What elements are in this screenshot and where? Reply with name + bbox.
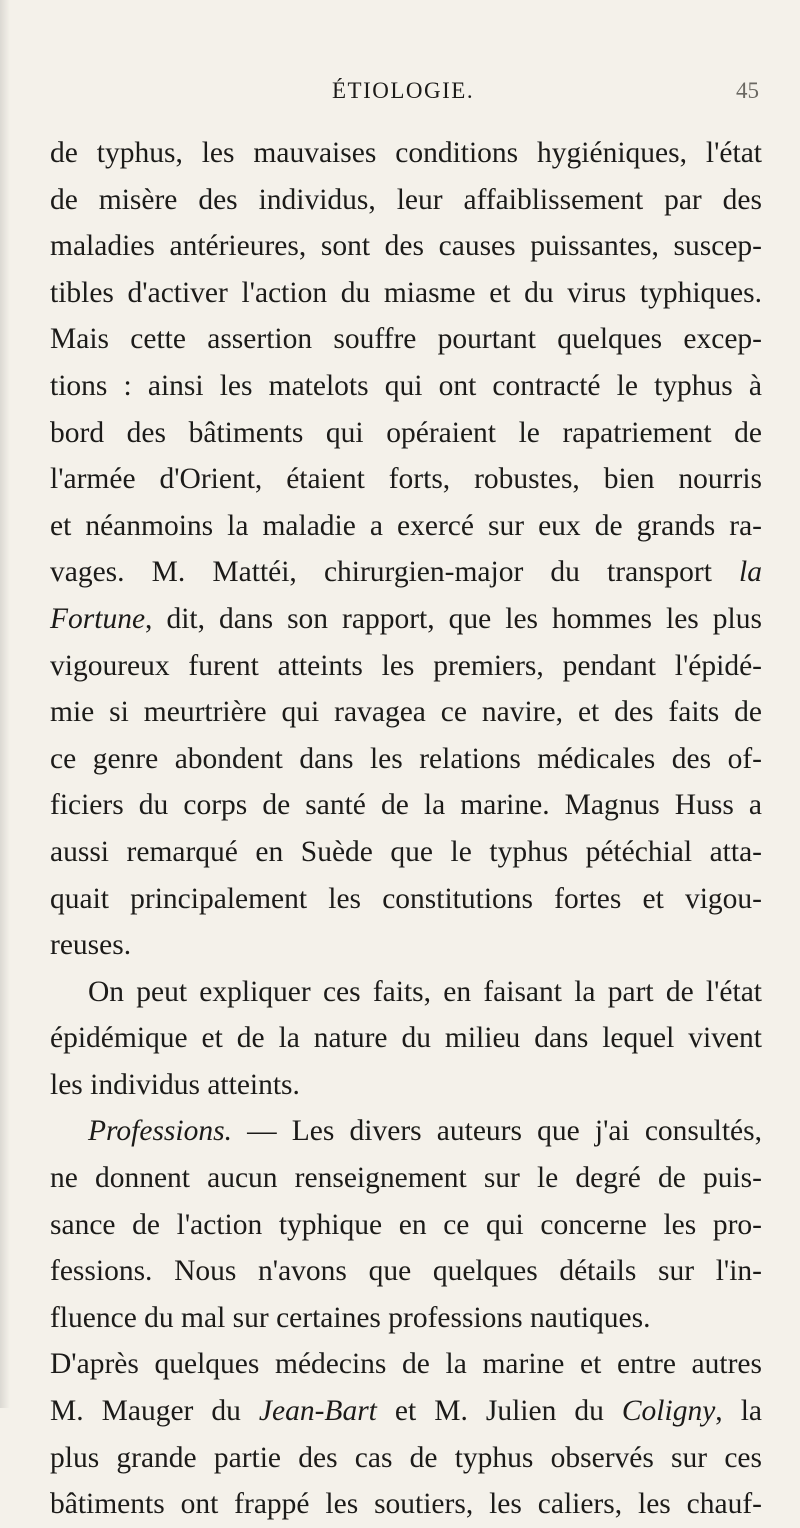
- body-text: [50, 130, 762, 1528]
- text-line: M. Mauger du Jean-Bart et M. Julien du Coligny, la: [50, 1395, 762, 1428]
- text-line: vigoureux furent atteints les premiers, pendant l'épidé-: [50, 649, 762, 682]
- text-line: de typhus, les mauvaises conditions hygiéniques, l'état: [50, 137, 762, 169]
- text-line: épidémique et de la nature du milieu dans lequel vivent: [50, 1022, 762, 1055]
- text-line: mie si meurtrière qui ravagea ce navire, et des faits de: [50, 696, 762, 729]
- running-title: ÉTIOLOGIE.: [332, 78, 475, 103]
- text-line: bord des bâtiments qui opéraient le rapatriement de: [50, 416, 762, 449]
- italic-text: Coligny: [621, 1395, 716, 1428]
- text-line: tibles d'activer l'action du miasme et du virus typhiques.: [50, 276, 762, 309]
- text-line: l'armée d'Orient, étaient forts, robustes, bien nourris: [50, 463, 762, 496]
- text-line: plus grande partie des cas de typhus observés sur ces: [50, 1441, 762, 1474]
- text-line: les individus atteints.: [50, 1068, 300, 1101]
- page-edge-shadow: [0, 0, 10, 1408]
- paragraph-1: [50, 130, 762, 969]
- text-line: sance de l'action typhique en ce qui concerne les pro-: [50, 1208, 762, 1241]
- page-number: 45: [736, 78, 759, 103]
- page-header: [0, 78, 800, 112]
- text-line: Mais cette assertion souffre pourtant quelques excep-: [50, 323, 762, 356]
- text-line: On peut expliquer ces faits, en faisant la part de l'état: [88, 975, 762, 1008]
- text-line: tions : ainsi les matelots qui ont contracté le typhus à: [50, 369, 762, 402]
- text-line: ce genre abondent dans les relations médicales des of-: [50, 742, 762, 775]
- section-heading: Professions.: [88, 1115, 232, 1148]
- text-line: fessions. Nous n'avons que quelques détails sur l'in-: [50, 1255, 762, 1288]
- text-line: vages. M. Mattéi, chirurgien-major du transport la: [50, 556, 762, 589]
- text-line: de misère des individus, leur affaiblissement par des: [50, 183, 762, 216]
- text-line: aussi remarqué en Suède que le typhus pétéchial atta-: [50, 835, 762, 868]
- text-line: et néanmoins la maladie a exercé sur eux de grands ra-: [50, 509, 762, 542]
- italic-text: la: [739, 556, 762, 589]
- text-line: ne donnent aucun renseignement sur le degré de puis-: [50, 1162, 762, 1195]
- text-line: Professions. — Les divers auteurs que j'ai consultés,: [88, 1115, 762, 1148]
- italic-text: Jean-Bart: [258, 1395, 377, 1428]
- text-line: Fortune, dit, dans son rapport, que les hommes les plus: [50, 602, 762, 635]
- text-line: fluence du mal sur certaines professions nautiques.: [50, 1301, 651, 1334]
- text-line: ficiers du corps de santé de la marine. Magnus Huss a: [50, 789, 762, 822]
- text-line: maladies antérieures, sont des causes puissantes, suscep-: [50, 230, 762, 263]
- text-line: quait principalement les constitutions fortes et vigou-: [50, 882, 762, 915]
- text-line: bâtiments ont frappé les soutiers, les caliers, les chauf-: [50, 1488, 762, 1521]
- text-line: D'après quelques médecins de la marine et entre autres: [50, 1348, 762, 1381]
- paragraph-3: [50, 1108, 762, 1527]
- italic-text: Fortune: [50, 602, 146, 635]
- text-line: reuses.: [50, 929, 132, 962]
- paragraph-2: [50, 969, 762, 1109]
